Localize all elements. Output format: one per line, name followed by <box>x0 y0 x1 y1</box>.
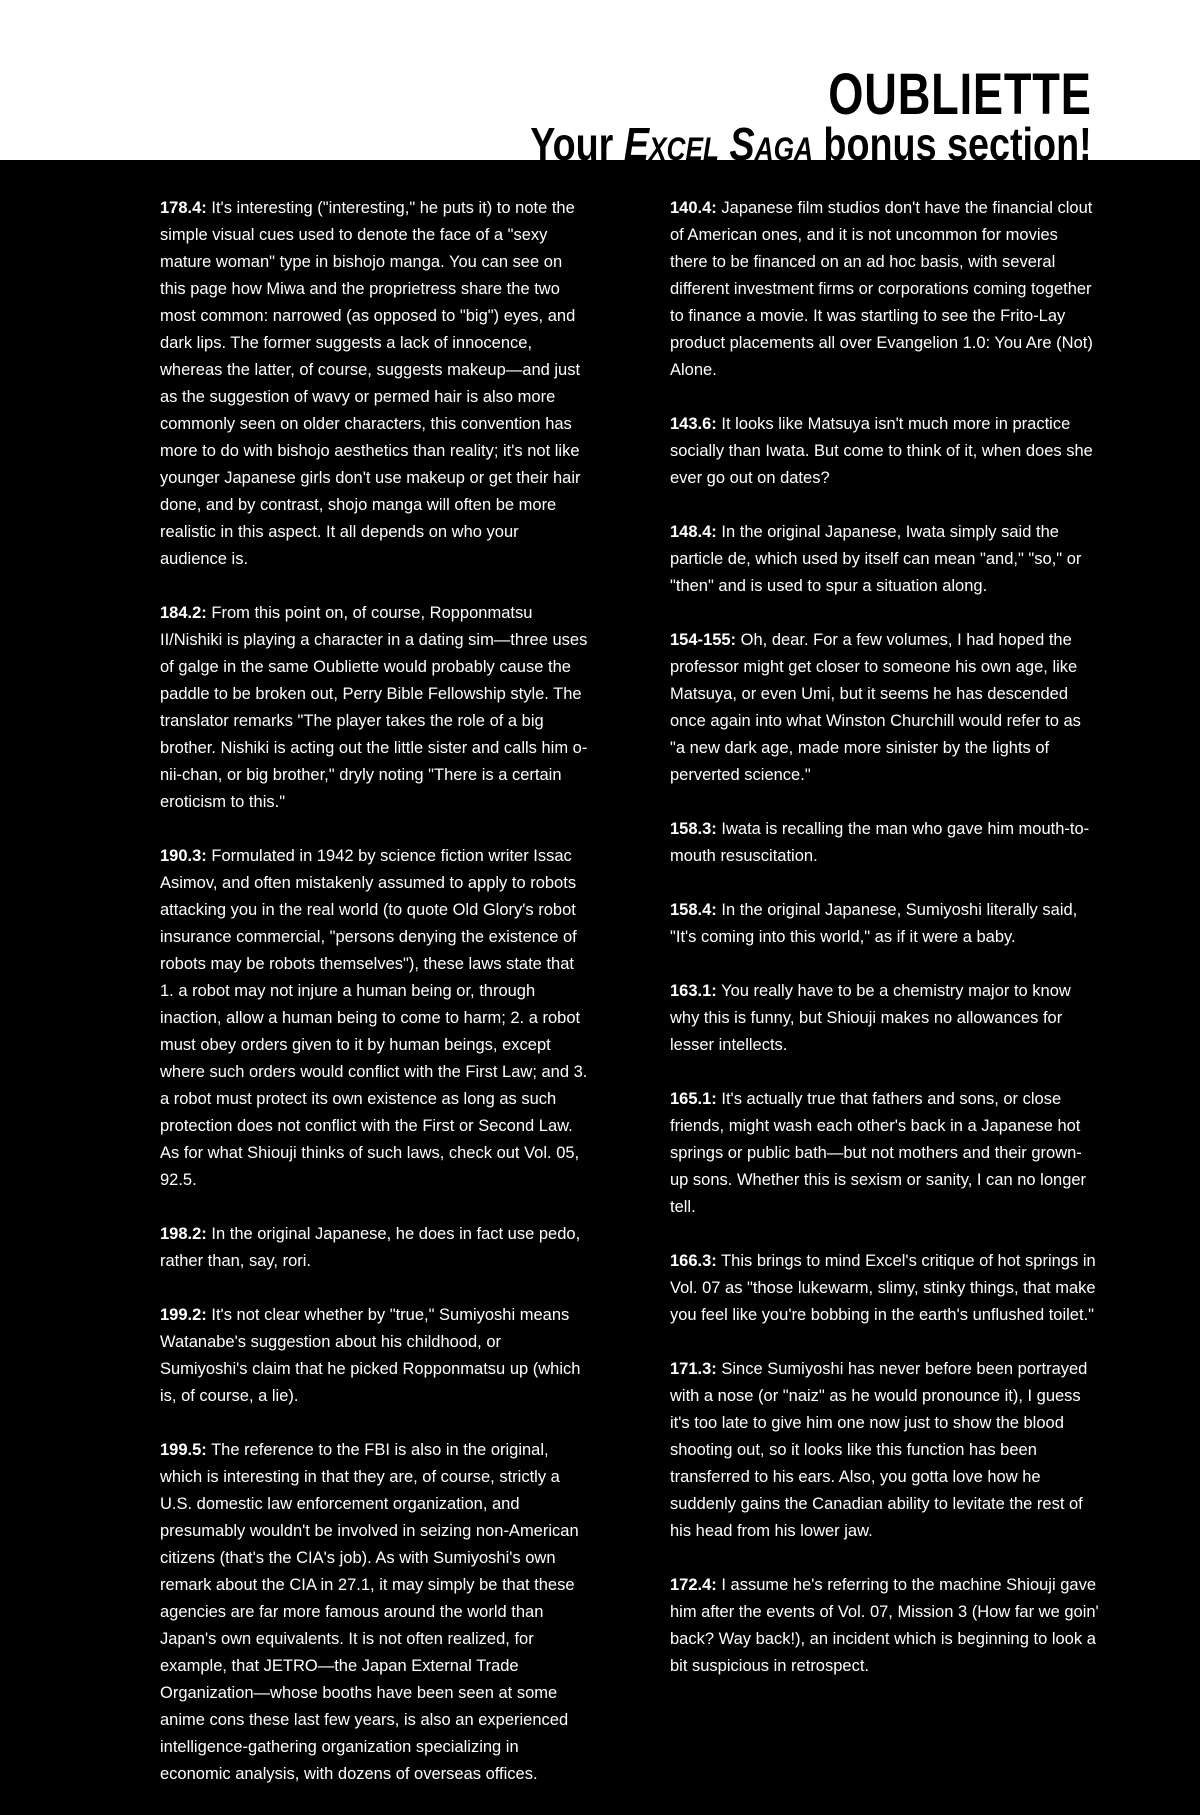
note-text: This brings to mind Excel's critique of hot springs in Vol. 07 as "those lukewarm, slimy, stinky things, that make you feel like you're bobbing in the earth's unflushed toilet." <box>670 1252 1096 1324</box>
note-number: 143.6: <box>670 415 717 433</box>
note-text: Iwata is recalling the man who gave him mouth-to-mouth resuscitation. <box>670 820 1090 865</box>
note-text: In the original Japanese, he does in fact use pedo, rather than, say, rori. <box>160 1225 581 1270</box>
note-140-4 <box>670 195 1100 384</box>
note-number: 148.4: <box>670 523 717 541</box>
note-158-3 <box>670 816 1100 870</box>
note-number: 158.4: <box>670 901 717 919</box>
note-154-155 <box>670 627 1100 789</box>
right-column <box>670 195 1100 1707</box>
note-172-4 <box>670 1572 1100 1680</box>
note-text: Since Sumiyoshi has never before been portrayed with a nose (or "naiz" as he would pronounce it), I guess it's too late to give him one now just to show the blood shooting out, so it looks like this function has been transferred to his ears. Also, you gotta love how he suddenly gains the Canadian ability to levitate the rest of his head from his lower jaw. <box>670 1360 1088 1540</box>
note-171-3 <box>670 1356 1100 1545</box>
note-text: It's interesting ("interesting," he puts it) to note the simple visual cues used to denote the face of a "sexy mature woman" type in bishojo manga. You can see on this page how Miwa and the proprietress share the two most common: narrowed (as opposed to "big") eyes, and dark lips. The former suggests a lack of innocence, whereas the latter, of course, suggests makeup—and just as the suggestion of wavy or permed hair is also more commonly seen on older characters, this convention has more to do with bishojo aesthetics than reality; it's not like younger Japanese girls don't use makeup or get their hair done, and by contrast, shojo manga will often be more realistic in this aspect. It all depends on who your audience is. <box>160 199 581 568</box>
note-number: 199.2: <box>160 1306 207 1324</box>
note-178-4 <box>160 195 590 573</box>
note-number: 198.2: <box>160 1225 207 1243</box>
note-199-2 <box>160 1302 590 1410</box>
note-text: In the original Japanese, Sumiyoshi literally said, "It's coming into this world," as if it were a baby. <box>670 901 1078 946</box>
note-number: 199.5: <box>160 1441 207 1459</box>
note-text: You really have to be a chemistry major to know why this is funny, but Shiouji makes no allowances for lesser intellects. <box>670 982 1071 1054</box>
subtitle-excel-saga: Excel Saga <box>624 118 814 170</box>
section-subtitle <box>531 115 1092 173</box>
note-166-3 <box>670 1248 1100 1329</box>
note-text: From this point on, of course, Ropponmatsu II/Nishiki is playing a character in a dating sim—three uses of galge in the same Oubliette would probably cause the paddle to be broken out, Perry Bible Fellowship style. The translator remarks "The player takes the role of a big brother. Nishiki is acting out the little sister and calls him o-nii-chan, or big brother," dryly noting "There is a certain eroticism to this." <box>160 604 588 811</box>
note-number: 158.3: <box>670 820 717 838</box>
note-148-4 <box>670 519 1100 600</box>
note-text: I assume he's referring to the machine Shiouji gave him after the events of Vol. 07, Mission 3 (How far we goin' back? Way back!), an incident which is beginning to look a bit suspicious in retrospect. <box>670 1576 1099 1675</box>
note-184-2 <box>160 600 590 816</box>
note-199-5 <box>160 1437 590 1788</box>
note-number: 163.1: <box>670 982 717 1000</box>
note-143-6 <box>670 411 1100 492</box>
note-text: It looks like Matsuya isn't much more in practice socially than Iwata. But come to think of it, when does she ever go out on dates? <box>670 415 1093 487</box>
note-text: Japanese film studios don't have the financial clout of American ones, and it is not uncommon for movies there to be financed on an ad hoc basis, with several different investment firms or corporations coming together to finance a movie. It was startling to see the Frito-Lay product placements all over Evangelion 1.0: You Are (Not) Alone. <box>670 199 1093 379</box>
note-number: 166.3: <box>670 1252 717 1270</box>
note-text: It's actually true that fathers and sons, or close friends, might wash each other's back in a Japanese hot springs or public bath—but not mothers and their grown-up sons. Whether this is sexism or sanity, I can no longer tell. <box>670 1090 1087 1216</box>
note-number: 178.4: <box>160 199 207 217</box>
section-title: OUBLIETTE <box>828 62 1092 127</box>
note-number: 165.1: <box>670 1090 717 1108</box>
note-text: Formulated in 1942 by science fiction writer Issac Asimov, and often mistakenly assumed to apply to robots attacking you in the real world (to quote Old Glory's robot insurance commercial, "persons denying the existence of robots may be robots themselves"), these laws state that 1. a robot may not injure a human being or, through inaction, allow a human being to come to harm; 2. a robot must obey orders given to it by human beings, except where such orders would conflict with the First Law; and 3. a robot must protect its own existence as long as such protection does not conflict with the First or Second Law. As for what Shiouji thinks of such laws, check out Vol. 05, 92.5. <box>160 847 588 1189</box>
note-163-1 <box>670 978 1100 1059</box>
subtitle-prefix: Your <box>530 118 625 170</box>
note-text: Oh, dear. For a few volumes, I had hoped the professor might get closer to someone his own age, like Matsuya, or even Umi, but it seems he has descended once again into what Winston Churchill would refer to as "a new dark age, made more sinister by the lights of perverted science." <box>670 631 1081 784</box>
subtitle-suffix: bonus section! <box>813 118 1092 170</box>
note-text: It's not clear whether by "true," Sumiyoshi means Watanabe's suggestion about his childhood, or Sumiyoshi's claim that he picked Ropponmatsu up (which is, of course, a lie). <box>160 1306 581 1405</box>
note-number: 190.3: <box>160 847 207 865</box>
note-text: In the original Japanese, Iwata simply said the particle de, which used by itself can mean "and," "so," or "then" and is used to spur a situation along. <box>670 523 1082 595</box>
note-190-3 <box>160 843 590 1194</box>
note-number: 154-155: <box>670 631 737 649</box>
note-text: The reference to the FBI is also in the original, which is interesting in that they are, of course, strictly a U.S. domestic law enforcement organization, and presumably wouldn't be involved in seizing non-American citizens (that's the CIA's job). As with Sumiyoshi's own remark about the CIA in 27.1, it may simply be that these agencies are far more famous around the world than Japan's own equivalents. It is not often realized, for example, that JETRO—the Japan External Trade Organization—whose booths have been seen at some anime cons these last few years, is also an experienced intelligence-gathering organization specializing in economic analysis, with dozens of overseas offices. <box>160 1441 579 1783</box>
note-number: 172.4: <box>670 1576 717 1594</box>
note-158-4 <box>670 897 1100 951</box>
note-number: 171.3: <box>670 1360 717 1378</box>
note-165-1 <box>670 1086 1100 1221</box>
note-number: 140.4: <box>670 199 717 217</box>
header-band <box>0 0 1200 170</box>
left-column <box>160 195 590 1815</box>
note-198-2 <box>160 1221 590 1275</box>
note-number: 184.2: <box>160 604 207 622</box>
